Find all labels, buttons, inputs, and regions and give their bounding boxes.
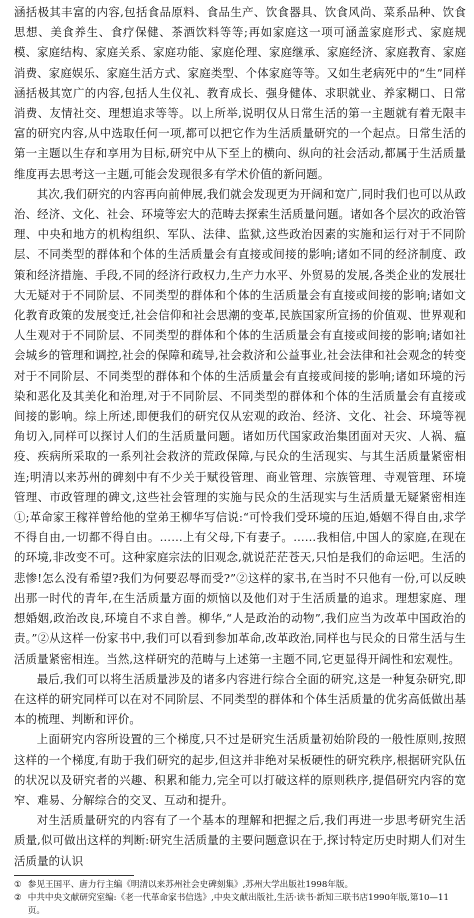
footnote-marker: ② xyxy=(14,892,22,903)
footnote-text: 参见王国平、唐力行主编《明清以来苏州社会史碑刻集》,苏州大学出版社1998年版。 xyxy=(27,879,354,890)
body-paragraph: 最后,我们可以将生活质量涉及的诸多内容进行综合全面的研究,这是一种复杂研究,即在这样的研究同样可以在对不同阶层、不同类型的群体和个体生活质量的优劣高低做出基本的梳理、判断和评价。 xyxy=(14,671,466,727)
footnote-text: 中共中央文献研究室编:《老一代革命家书信选》,中央文献出版社,生活·读书·新知三联书店1990年版,第10—11页。 xyxy=(27,892,449,916)
body-paragraph: 其次,我们研究的内容再向前伸展,我们就会发现更为开阔和宽广,同时我们也可以从政治、经济、文化、社会、环境等宏大的范畴去探索生活质量问题。诸如各个层次的政治管理、中央和地方的机构组织、军队、法律、监狱,这些政治因素的实施和运行对于不同阶层、不同类型的群体和个体的生活质量会有直接或间接的影响;诸如不同的经济制度、政策和经济措施、手段,不同的经济行政权力,生产力水平、外贸易的发展,各类企业的发展壮大无疑对于不同阶层、不同类型的群体和个体的生活质量会有直接或间接的影响;诸如文化教育政策的发展变迁,社会信仰和社会思潮的变革,民族国家所宣扬的价值观、世界观和人生观对于不同阶层、不同类型的群体和个体的生活质量会有直接或间接的影响;诸如社会城乡的管理和调控,社会的保障和疏导,社会救济和公益事业,社会法律和社会观念的转变对于不同阶层、不同类型的群体和个体的生活质量会有直接或间接的影响;诸如环境的污染和恶化及其美化和治理,对于不同阶层、不同类型的群体和个体的生活质量会有直接或间接的影响。综上所述,即便我们的研究仅从宏观的政治、经济、文化、社会、环境等视角切入,同样可以探讨人们的生活质量问题。诸如历代国家政治集团面对天灾、人祸、瘟疫、疾病所采取的一系列社会救济的荒政保障,与民众的生活现实、与其生活质量紧密相连;明清以来苏州的碑刻中有不少关于赋役管理、商业管理、宗族管理、寺观管理、环境管理、市政管理的碑文,这些社会管理的实施与民众的生活现实与生活质量无疑紧密相连①;革命家王稼祥曾给他的堂弟王柳华写信说:“可怜我们受环境的压迫,婚姻不得自由,求学不得自由,一切都不得自由。……上有父母,下有妻子。……我相信,中国人的家庭,在现在的环境,非改变不可。这种家庭宗法的旧观念,就说茫茫苍天,只怕是我们的命运吧。生活的悲惨!怎么没有希望?我们为何要忍辱而受?”②这样的家书,在当时不只他有一份,可以反映出那一时代的青年,在生活质量方面的烦恼以及他们对于生活质量的追求。理想家庭、理想婚姻,政治改良,环境自不求自善。柳华,“人是政治的动物”,我们应当为改革中国政治的责。”②从这样一份家书中,我们可以看到参加革命,改革政治,同样也与民众的日常生活与生活质量紧密相连。当然,这样研究的范畴与上述第一主题不同,它更显得开阔性和宏观性。 xyxy=(14,186,466,666)
footnote-divider xyxy=(14,875,134,876)
body-paragraph: 涵括极其丰富的内容,包括食品原料、食品生产、饮食器具、饮食风尚、菜系品种、饮食思想、美食养生、食疗保健、茶酒饮料等等;再如家庭这一项可涵盖家庭形式、家庭规模、家庭结构、家庭关系、家庭功能、家庭伦理、家庭继承、家庭经济、家庭教育、家庭消费、家庭娱乐、家庭生活方式、家庭类型、个体家庭等等。又如生老病死中的“生”同样涵括极其宽广的内容,包括人生仪礼、教育成长、强身健体、求职就业、养家糊口、日常消费、友情社交、理想追求等等。以上所举,说明仅从日常生活的第一主题就有着无限丰富的研究内容,从中选取任何一项,都可以把它作为生活质量研究的一个起点。日常生活的第一主题以生存和享用为目标,研究中从下至上的横向、纵向的社会活动,都属于生活质量维度再去思考这一主题,可能会发现很多有学术价值的新问题。 xyxy=(14,5,466,181)
body-paragraph: 上面研究内容所设置的三个梯度,只不过是研究生活质量初始阶段的一般性原则,按照这样的一个梯度,有助于我们研究的起步,但这并非绝对呆板硬性的研究秩序,根据研究队伍的状况以及研究者的兴趣、积累和能力,完全可以打破这样的原则秩序,提倡研究内容的宽窄、难易、分解综合的交叉、互动和提升。 xyxy=(14,732,466,807)
footnote-marker: ① xyxy=(14,879,22,890)
body-paragraph: 对生活质量研究的内容有了一个基本的理解和把握之后,我们再进一步思考研究生活质量,似可做出这样的判断:研究生活质量的主要问题意识在于,探讨特定历史时期人们对生活质量的认识 xyxy=(14,813,466,868)
footnote xyxy=(14,892,466,918)
footnote xyxy=(14,879,466,892)
